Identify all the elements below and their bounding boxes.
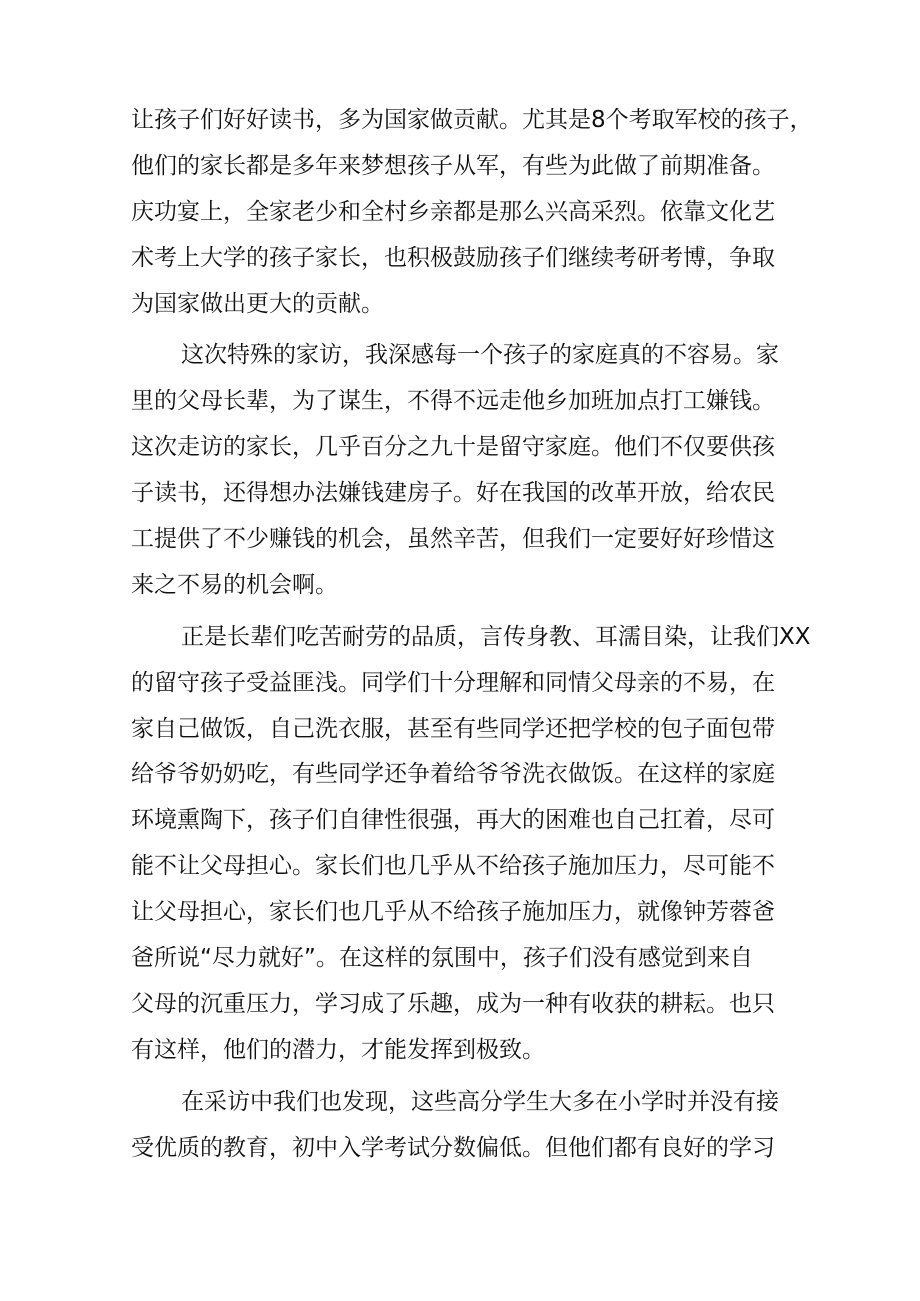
text-line: 术考上大学的孩子家长，也积极鼓励孩子们继续考研考博，争取 [131, 244, 775, 271]
document-body [131, 98, 813, 1171]
text-line: 受优质的教育，初中入学考试分数偏低。但他们都有良好的学习 [131, 1134, 775, 1161]
text-line: 在采访中我们也发现，这些高分学生大多在小学时并没有接 [181, 1088, 779, 1115]
text-line: 工提供了不少赚钱的机会，虽然辛苦，但我们一定要好好珍惜这 [131, 526, 775, 553]
text-line: 正是长辈们吃苦耐劳的品质，言传身教、耳濡目染，让我们XX [181, 623, 811, 650]
text-line: 能不让父母担心。家长们也几乎从不给孩子施加压力，尽可能不 [131, 853, 775, 880]
text-line: 为国家做出更大的贡献。 [131, 290, 384, 317]
text-line: 让孩子们好好读书，多为国家做贡献。尤其是8个考取军校的孩子， [131, 107, 813, 133]
text-line: 这次特殊的家访，我深感每一个孩子的家庭真的不容易。家 [181, 342, 779, 369]
text-line: 他们的家长都是多年来梦想孩子从军，有些为此做了前期准备。 [131, 152, 775, 179]
paragraph-4 [131, 1080, 791, 1172]
text-line: 环境熏陶下，孩子们自律性很强，再大的困难也自己扛着，尽可 [131, 807, 775, 834]
text-line: 庆功宴上，全家老少和全村乡亲都是那么兴高采烈。依靠文化艺 [131, 198, 775, 225]
text-line: 这次走访的家长，几乎百分之九十是留守家庭。他们不仅要供孩 [131, 434, 775, 461]
text-line: 里的父母长辈，为了谋生，不得不远走他乡加班加点打工嫌钱。 [131, 388, 775, 415]
text-line: 家自己做饭，自己洗衣服，甚至有些同学还把学校的包子面包带 [131, 715, 775, 742]
paragraph-1 [131, 98, 813, 327]
text-line: 爸所说“尽力就好”。在这样的氛围中，孩子们没有感觉到来自 [131, 945, 753, 972]
paragraph-3 [131, 615, 811, 1074]
paragraph-2 [131, 333, 791, 608]
text-line: 让父母担心，家长们也几乎从不给孩子施加压力，就像钟芳蓉爸 [131, 899, 775, 926]
text-line: 父母的沉重压力，学习成了乐趣，成为一种有收获的耕耘。也只 [131, 990, 775, 1017]
text-line: 子读书，还得想办法嫌钱建房子。好在我国的改革开放，给农民 [131, 480, 775, 507]
text-line: 的留守孩子受益匪浅。同学们十分理解和同情父母亲的不易，在 [131, 669, 775, 696]
text-line: 给爷爷奶奶吃，有些同学还争着给爷爷洗衣做饭。在这样的家庭 [131, 761, 775, 788]
text-line: 有这样，他们的潜力，才能发挥到极致。 [131, 1036, 545, 1063]
text-line: 来之不易的机会啊。 [131, 571, 338, 598]
